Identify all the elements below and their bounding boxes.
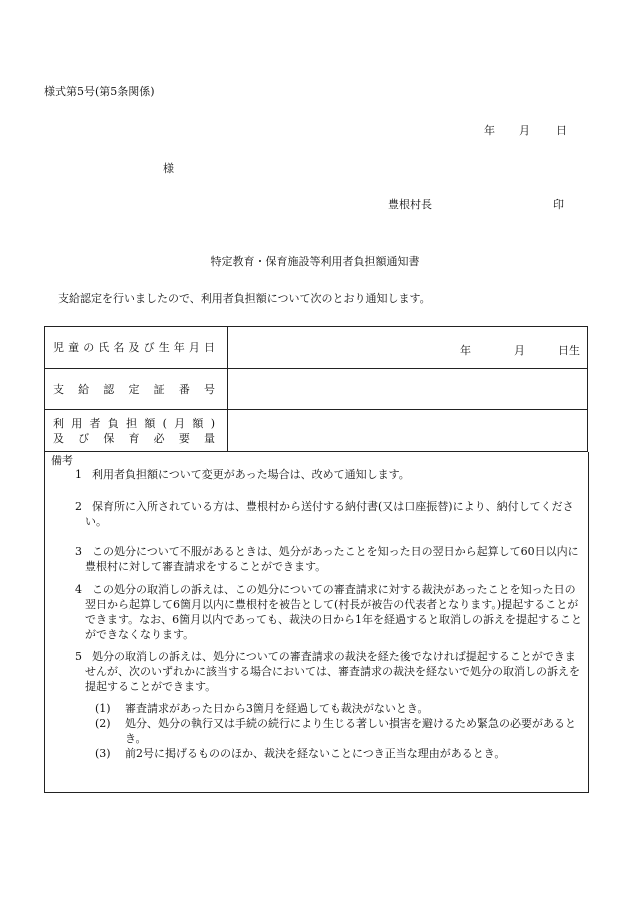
document-title: 特定教育・保育施設等利用者負担額通知書	[210, 255, 420, 268]
burden-amount-value[interactable]	[228, 410, 588, 452]
note-number: 1	[75, 468, 82, 481]
note-number: 5	[75, 650, 82, 663]
certificate-number-label: 支給認定証番号	[53, 382, 215, 396]
note-text: 利用者負担額について変更があった場合は、改めて通知します。	[92, 468, 410, 481]
table-row	[45, 410, 588, 452]
date-month-label: 月	[519, 124, 530, 137]
subitem-number: (2)	[95, 717, 111, 730]
subitem-text: 処分、処分の執行又は手続の続行により生じる著しい損害を避けるため緊急の必要があるとき。	[125, 717, 576, 745]
seal-mark: 印	[553, 198, 564, 211]
burden-amount-label-cell	[45, 410, 228, 452]
subitem-number: (3)	[95, 747, 111, 760]
note-text: 処分の取消しの訴えは、処分についての審査請求の裁決を経た後でなければ提起することができませんが、次のいずれかに該当する場合においては、審査請求の裁決を経ないで処分の取消しの訴えを提起することができます。	[85, 650, 580, 693]
sender-name: 豊根村長	[388, 198, 432, 211]
addressee-suffix: 様	[163, 162, 174, 175]
child-name-dob-label: 児童の氏名及び生年月日	[53, 341, 215, 354]
lead-text: 支給認定を行いましたので、利用者負担額について次のとおり通知します。	[58, 292, 431, 305]
note-number: 4	[75, 583, 82, 596]
date-day-label: 日	[556, 124, 567, 137]
certificate-number-value[interactable]	[228, 369, 588, 410]
note-text: この処分の取消しの訴えは、この処分についての審査請求に対する裁決があったことを知った日の翌日から起算して6箇月以内に豊根村を被告として(村長が被告の代表者となります。)提起することができます。なお、6箇月以内であっても、裁決の日から1年を経過すると取消しの訴えを提起することができなくなります。	[85, 583, 583, 641]
note-item-4	[75, 582, 583, 642]
note-subitem-2	[95, 716, 583, 746]
note-item-3	[75, 544, 583, 574]
dob-year-label: 年	[460, 344, 471, 357]
notes-section	[44, 452, 589, 793]
note-item-2	[75, 499, 583, 529]
dob-day-label: 日生	[558, 344, 580, 357]
form-number: 様式第5号(第5条関係)	[44, 85, 155, 98]
child-name-dob-value[interactable]	[228, 327, 588, 369]
note-subitem-1	[95, 701, 583, 716]
date-year-label: 年	[484, 124, 495, 137]
burden-amount-label-line2: 及び保育必要量	[53, 431, 215, 445]
note-text: 保育所に入所されている方は、豊根村から送付する納付書(又は口座振替)により、納付してください。	[85, 500, 574, 528]
subitem-number: (1)	[95, 702, 111, 715]
note-number: 3	[75, 545, 82, 558]
certificate-number-label-cell	[45, 369, 228, 410]
note-number: 2	[75, 500, 82, 513]
note-subitem-3	[95, 746, 583, 761]
note-item-1	[75, 467, 580, 482]
dob-month-label: 月	[514, 344, 525, 357]
subitem-text: 審査請求があった日から3箇月を経過しても裁決がないとき。	[125, 702, 429, 715]
child-name-dob-label-cell	[45, 327, 228, 369]
info-table	[44, 326, 588, 452]
subitem-text: 前2号に掲げるもののほか、裁決を経ないことにつき正当な理由があるとき。	[125, 747, 506, 760]
notes-heading: 備考	[51, 454, 73, 467]
table-row	[45, 327, 588, 369]
burden-amount-label-line1: 利用者負担額(月額)	[53, 416, 215, 430]
note-text: この処分について不服があるときは、処分があったことを知った日の翌日から起算して60日以内に豊根村に対して審査請求をすることができます。	[85, 545, 579, 573]
table-row	[45, 369, 588, 410]
note-item-5	[75, 649, 583, 694]
